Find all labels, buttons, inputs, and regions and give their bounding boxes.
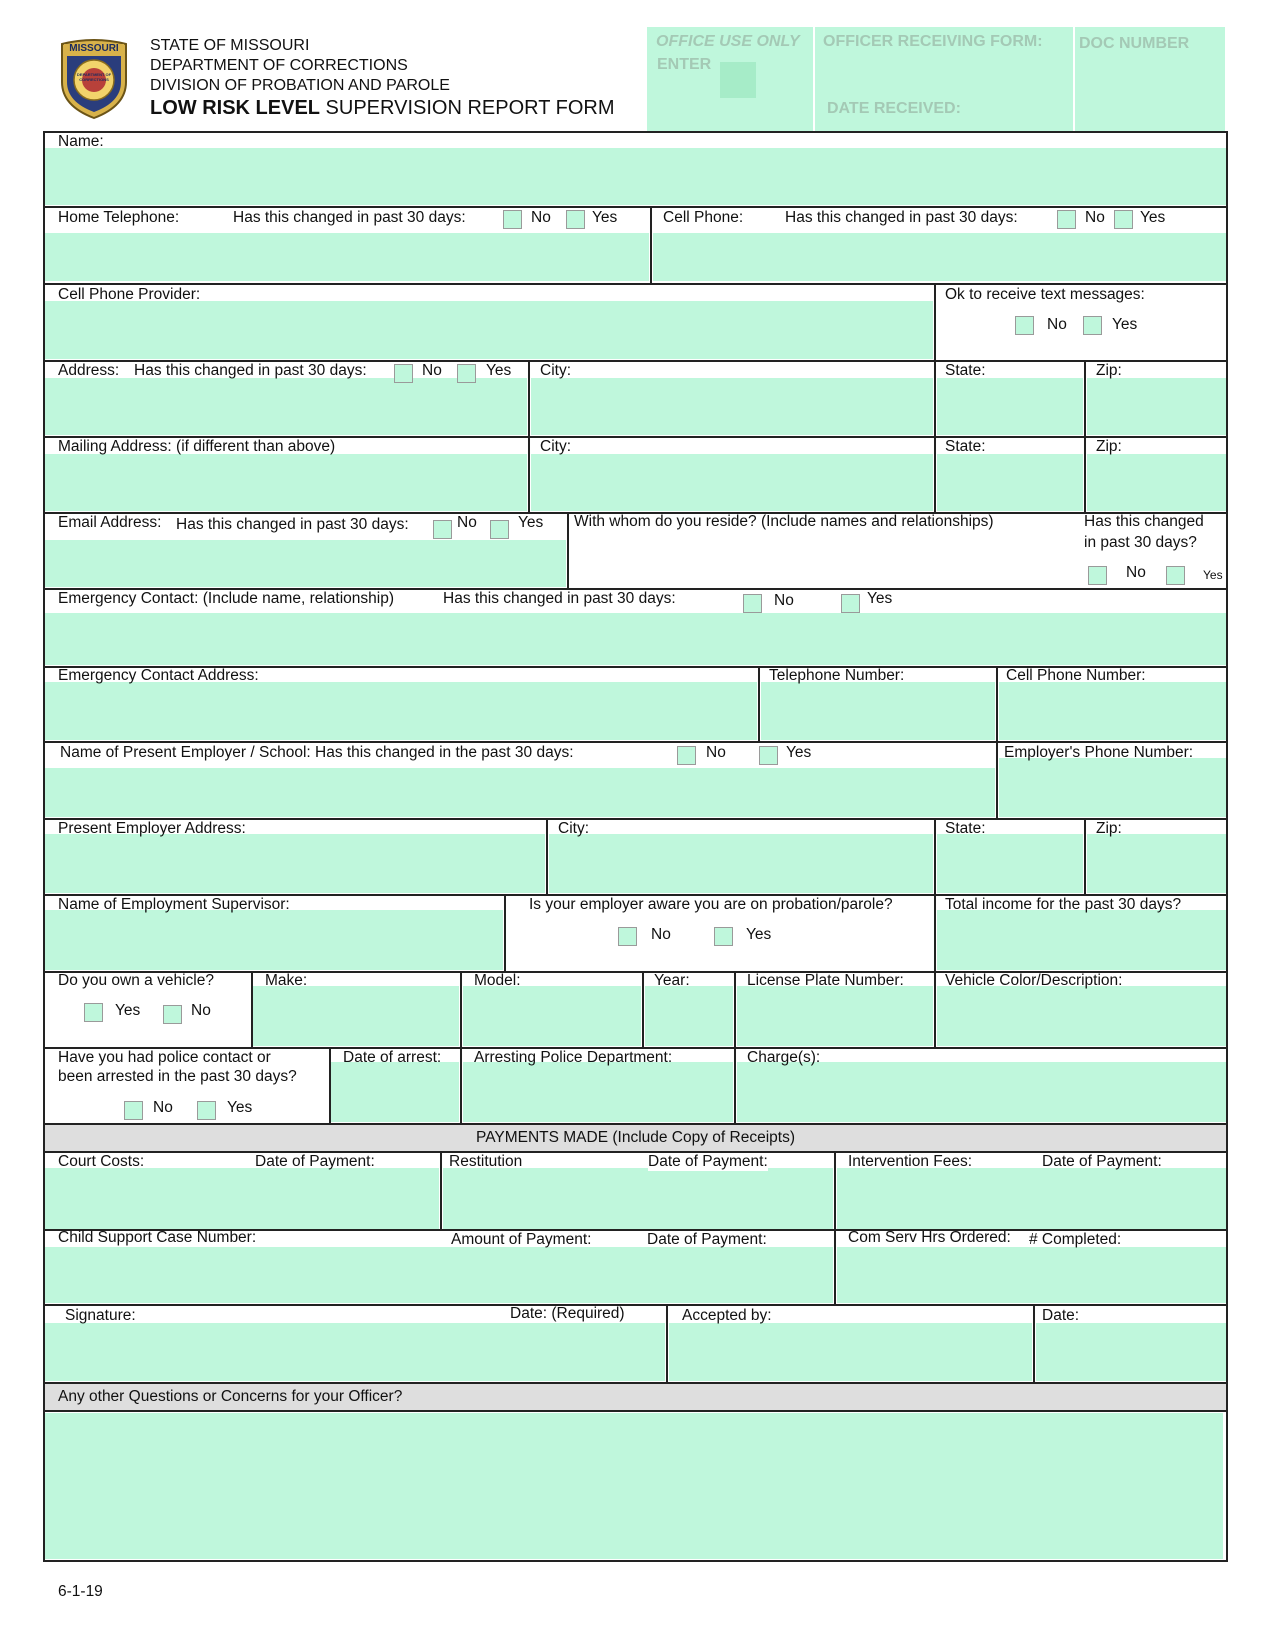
vehicle-year-input[interactable]	[645, 986, 733, 1046]
vehicle-color-label: Vehicle Color/Description:	[945, 972, 1123, 989]
emergency-address-input[interactable]	[45, 682, 757, 740]
address-no-checkbox[interactable]	[394, 364, 413, 383]
address-input[interactable]	[45, 378, 527, 435]
email-yes-label: Yes	[518, 514, 544, 531]
address-city-input[interactable]	[531, 378, 933, 435]
mailing-state-input[interactable]	[937, 454, 1083, 511]
employer-aware-label: Is your employer aware you are on probation/parole?	[529, 896, 893, 913]
doc-number-input[interactable]	[1080, 58, 1218, 122]
police-yes-checkbox[interactable]	[197, 1101, 216, 1120]
questions-textarea[interactable]	[45, 1413, 1223, 1559]
vehicle-make-input[interactable]	[253, 986, 459, 1046]
email-label: Email Address:	[58, 514, 162, 531]
com-serv-completed-label: # Completed:	[1029, 1231, 1122, 1248]
mailing-address-input[interactable]	[45, 454, 527, 511]
date-of-arrest-label: Date of arrest:	[343, 1049, 442, 1066]
total-income-label: Total income for the past 30 days?	[945, 896, 1182, 913]
address-no-label: No	[422, 362, 442, 379]
police-no-checkbox[interactable]	[124, 1101, 143, 1120]
reside-no-checkbox[interactable]	[1088, 566, 1107, 585]
child-support-label: Child Support Case Number:	[58, 1229, 257, 1246]
officer-receiving-input[interactable]	[823, 55, 1065, 93]
police-yes-label: Yes	[227, 1099, 253, 1116]
employer-no-label: No	[706, 744, 726, 761]
emergency-changed-label: Has this changed in past 30 days:	[443, 590, 676, 607]
emergency-no-checkbox[interactable]	[743, 594, 762, 613]
cell-provider-input[interactable]	[45, 301, 933, 359]
mailing-city-label: City:	[540, 438, 571, 455]
signature-input[interactable]	[45, 1323, 665, 1381]
form-title-bold: LOW RISK LEVEL	[150, 97, 320, 119]
address-city-label: City:	[540, 362, 571, 379]
mailing-address-label: Mailing Address: (if different than above)	[58, 438, 336, 455]
restitution-label: Restitution	[449, 1153, 523, 1170]
home-phone-yes-label: Yes	[592, 209, 618, 226]
emergency-cell-input[interactable]	[999, 682, 1226, 740]
home-phone-input[interactable]	[45, 233, 649, 281]
form-title	[150, 96, 615, 120]
vehicle-make-label: Make:	[265, 972, 308, 989]
mailing-zip-label: Zip:	[1096, 438, 1122, 455]
own-vehicle-no-checkbox[interactable]	[163, 1005, 182, 1024]
vehicle-model-label: Model:	[474, 972, 521, 989]
missouri-doc-seal	[58, 38, 130, 120]
employment-supervisor-label: Name of Employment Supervisor:	[58, 896, 290, 913]
arresting-dept-input[interactable]	[463, 1062, 733, 1122]
header-department: DEPARTMENT OF CORRECTIONS	[150, 57, 408, 74]
office-use-only-label: OFFICE USE ONLY	[656, 33, 800, 50]
employer-city-input[interactable]	[549, 834, 933, 893]
employer-label: Name of Present Employer / School: Has this changed in the past 30 days:	[60, 744, 574, 761]
cell-phone-no-label: No	[1085, 209, 1105, 226]
employer-yes-label: Yes	[786, 744, 812, 761]
ok-text-yes-checkbox[interactable]	[1083, 316, 1102, 335]
email-yes-checkbox[interactable]	[490, 520, 509, 539]
own-vehicle-label: Do you own a vehicle?	[58, 972, 214, 989]
payments-header: PAYMENTS MADE (Include Copy of Receipts)	[476, 1129, 795, 1146]
cell-phone-yes-checkbox[interactable]	[1114, 210, 1133, 229]
total-income-input[interactable]	[937, 910, 1226, 970]
employer-aware-no-checkbox[interactable]	[618, 927, 637, 946]
employer-zip-input[interactable]	[1087, 834, 1226, 893]
ok-text-no-label: No	[1047, 316, 1067, 333]
intervention-fees-input[interactable]	[837, 1168, 1226, 1229]
employer-aware-no-label: No	[651, 926, 671, 943]
license-plate-input[interactable]	[737, 986, 933, 1046]
accepted-by-label: Accepted by:	[682, 1307, 772, 1324]
telephone-number-label: Telephone Number:	[769, 667, 905, 684]
emergency-contact-input[interactable]	[45, 613, 1226, 665]
officer-receiving-label: OFFICER RECEIVING FORM:	[823, 33, 1043, 50]
mailing-state-label: State:	[945, 438, 986, 455]
email-no-checkbox[interactable]	[433, 520, 452, 539]
address-yes-checkbox[interactable]	[457, 364, 476, 383]
date-of-arrest-input[interactable]	[331, 1062, 459, 1122]
restitution-date-label: Date of Payment:	[648, 1153, 768, 1170]
ok-text-label: Ok to receive text messages:	[945, 286, 1145, 303]
address-state-input[interactable]	[937, 378, 1083, 435]
own-vehicle-yes-checkbox[interactable]	[84, 1003, 103, 1022]
employer-phone-input[interactable]	[999, 758, 1226, 817]
reside-input[interactable]	[570, 530, 1078, 587]
reside-changed-label-1: Has this changed	[1084, 513, 1204, 530]
cell-phone-number-label: Cell Phone Number:	[1006, 667, 1146, 684]
police-contact-label-1: Have you had police contact or	[58, 1049, 271, 1066]
address-yes-label: Yes	[486, 362, 512, 379]
reside-yes-label: Yes	[1203, 568, 1223, 582]
email-changed-label: Has this changed in past 30 days:	[176, 516, 409, 533]
employer-address-input[interactable]	[45, 834, 545, 893]
intervention-date-label: Date of Payment:	[1042, 1153, 1162, 1170]
charges-label: Charge(s):	[747, 1049, 821, 1066]
child-support-date-label: Date of Payment:	[647, 1231, 767, 1248]
charges-input[interactable]	[737, 1062, 1226, 1122]
emergency-yes-checkbox[interactable]	[841, 594, 860, 613]
employer-address-label: Present Employer Address:	[58, 820, 246, 837]
accepted-date-input[interactable]	[1036, 1323, 1226, 1381]
home-phone-changed-label: Has this changed in past 30 days:	[233, 209, 466, 226]
vehicle-model-input[interactable]	[463, 986, 641, 1046]
cell-phone-input[interactable]	[653, 233, 1226, 281]
email-input[interactable]	[45, 540, 566, 587]
employer-zip-label: Zip:	[1096, 820, 1122, 837]
ok-text-yes-label: Yes	[1112, 316, 1138, 333]
police-no-label: No	[153, 1099, 173, 1116]
license-plate-label: License Plate Number:	[747, 972, 904, 989]
intervention-fees-label: Intervention Fees:	[848, 1153, 973, 1170]
court-costs-date-label: Date of Payment:	[255, 1153, 375, 1170]
accepted-date-label: Date:	[1042, 1307, 1080, 1324]
mailing-zip-input[interactable]	[1087, 454, 1226, 511]
questions-label: Any other Questions or Concerns for your Officer?	[58, 1388, 403, 1405]
home-phone-label: Home Telephone:	[58, 209, 180, 226]
address-label: Address:	[58, 362, 120, 379]
name-label: Name:	[58, 133, 104, 150]
form-title-rest: SUPERVISION REPORT FORM	[320, 97, 615, 119]
employer-state-input[interactable]	[937, 834, 1083, 893]
name-input[interactable]	[45, 148, 1226, 205]
emergency-telephone-input[interactable]	[761, 682, 995, 740]
employer-aware-yes-label: Yes	[746, 926, 772, 943]
employer-name-input[interactable]	[45, 768, 995, 817]
signature-label: Signature:	[65, 1307, 136, 1324]
employer-state-label: State:	[945, 820, 986, 837]
own-vehicle-no-label: No	[191, 1002, 211, 1019]
emergency-yes-label: Yes	[867, 590, 893, 607]
date-received-label: DATE RECEIVED:	[827, 100, 961, 117]
amount-of-payment-label: Amount of Payment:	[451, 1231, 592, 1248]
cell-phone-yes-label: Yes	[1140, 209, 1166, 226]
seal-text-top: MISSOURI	[69, 43, 119, 54]
seal-text-ring: DEPARTMENT OF CORRECTIONS	[76, 72, 112, 82]
address-state-label: State:	[945, 362, 986, 379]
email-no-label: No	[457, 514, 477, 531]
cell-phone-no-checkbox[interactable]	[1057, 210, 1076, 229]
emergency-contact-label: Emergency Contact: (Include name, relationship)	[58, 590, 394, 607]
employer-yes-checkbox[interactable]	[759, 746, 778, 765]
com-serv-input[interactable]	[837, 1247, 1226, 1303]
reside-no-label: No	[1126, 564, 1146, 581]
cell-provider-label: Cell Phone Provider:	[58, 286, 201, 303]
emergency-no-label: No	[774, 592, 794, 609]
mailing-city-input[interactable]	[531, 454, 933, 511]
signature-date-label: Date: (Required)	[510, 1305, 625, 1322]
office-enter-checkbox[interactable]	[720, 62, 756, 98]
employment-supervisor-input[interactable]	[45, 910, 503, 970]
emergency-address-label: Emergency Contact Address:	[58, 667, 259, 684]
restitution-input[interactable]	[443, 1168, 833, 1229]
employer-phone-label: Employer's Phone Number:	[1004, 744, 1194, 761]
home-phone-no-label: No	[531, 209, 551, 226]
header-division: DIVISION OF PROBATION AND PAROLE	[150, 77, 450, 94]
police-contact-label-2: been arrested in the past 30 days?	[58, 1068, 297, 1085]
doc-number-label: DOC NUMBER	[1079, 35, 1190, 52]
arresting-dept-label: Arresting Police Department:	[474, 1049, 673, 1066]
cell-phone-changed-label: Has this changed in past 30 days:	[785, 209, 1018, 226]
header-state: STATE OF MISSOURI	[150, 37, 310, 54]
court-costs-label: Court Costs:	[58, 1153, 145, 1170]
vehicle-year-label: Year:	[654, 972, 690, 989]
employer-aware-yes-checkbox[interactable]	[714, 927, 733, 946]
com-serv-label: Com Serv Hrs Ordered:	[848, 1229, 1011, 1246]
address-zip-input[interactable]	[1087, 378, 1226, 435]
court-costs-input[interactable]	[45, 1168, 439, 1229]
own-vehicle-yes-label: Yes	[115, 1002, 141, 1019]
address-changed-label: Has this changed in past 30 days:	[134, 362, 367, 379]
reside-yes-checkbox[interactable]	[1166, 566, 1185, 585]
child-support-input[interactable]	[45, 1247, 833, 1303]
home-phone-no-checkbox[interactable]	[503, 210, 522, 229]
home-phone-yes-checkbox[interactable]	[566, 210, 585, 229]
ok-text-no-checkbox[interactable]	[1015, 316, 1034, 335]
vehicle-color-input[interactable]	[937, 986, 1226, 1046]
address-zip-label: Zip:	[1096, 362, 1122, 379]
office-enter-label: ENTER	[657, 56, 712, 73]
employer-city-label: City:	[558, 820, 589, 837]
employer-no-checkbox[interactable]	[677, 746, 696, 765]
reside-changed-label-2: in past 30 days?	[1084, 534, 1197, 551]
reside-label: With whom do you reside? (Include names and relationships)	[574, 513, 994, 530]
cell-phone-label: Cell Phone:	[663, 209, 744, 226]
accepted-by-input[interactable]	[669, 1323, 1032, 1381]
form-revision-date: 6-1-19	[58, 1583, 103, 1600]
